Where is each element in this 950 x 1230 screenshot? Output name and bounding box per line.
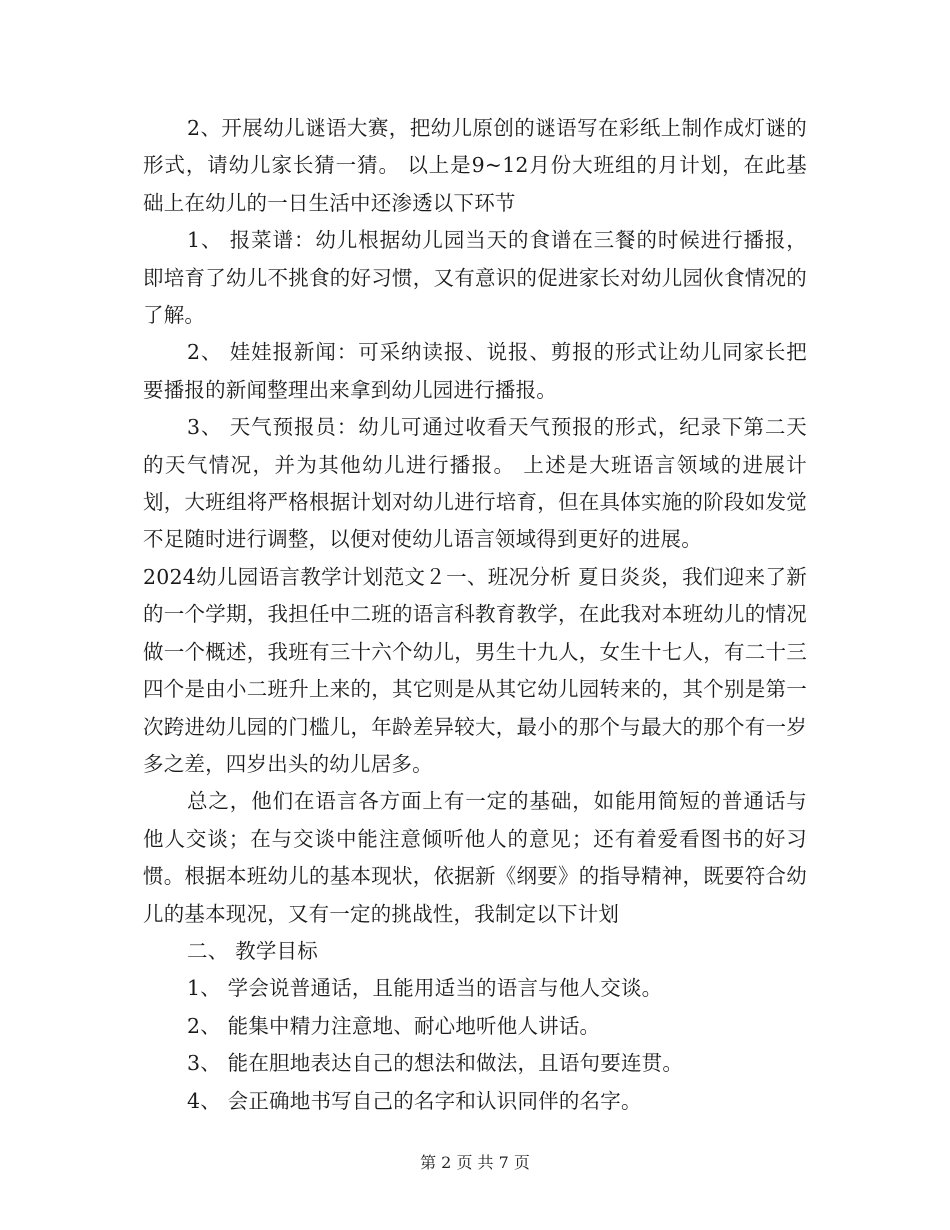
document-body: [143, 110, 807, 1120]
goal-item-4: 4、 会正确地书写自己的名字和认识同伴的名字。: [187, 1088, 642, 1113]
paragraph-weather-report: 3、 天气预报员：幼儿可通过收看天气预报的形式，纪录下第二天的天气情况，并为其他幼儿进行播报。 上述是大班语言领域的进展计划，大班组将严格根据计划对幼儿进行培育，但在具体实施的阶段如发觉不足随时进行调整，以便对使幼儿语言领域得到更好的进展。: [143, 415, 807, 552]
goal-item-3: 3、 能在胆地表达自己的想法和做法，且语句要连贯。: [187, 1051, 684, 1076]
page-number-footer: 第 2 页 共 7 页: [420, 1153, 530, 1172]
paragraph-news-report: 2、 娃娃报新闻：可采纳读报、说报、剪报的形式让幼儿同家长把要播报的新闻整理出来拿到幼儿园进行播报。: [143, 340, 807, 402]
goal-item-1: 1、 学会说普通话，且能用适当的语言与他人交谈。: [187, 976, 663, 1001]
goal-item-2: 2、 能集中精力注意地、耐心地听他人讲话。: [187, 1013, 601, 1038]
heading-teaching-goals: 二、 教学目标: [187, 938, 318, 963]
paragraph-summary: 总之，他们在语言各方面上有一定的基础，如能用简短的普通话与他人交谈；在与交谈中能注意倾听他人的意见；还有着爱看图书的好习惯。根据本班幼儿的基本现状，依据新《纲要》的指导精神，既要符合幼儿的基本现况，又有一定的挑战性，我制定以下计划: [143, 789, 807, 926]
paragraph-menu-report: 1、 报菜谱：幼儿根据幼儿园当天的食谱在三餐的时候进行播报，即培育了幼儿不挑食的好习惯，又有意识的促进家长对幼儿园伙食情况的了解。: [143, 228, 807, 328]
paragraph-class-analysis: 2024幼儿园语言教学计划范文２一、班况分析 夏日炎炎，我们迎来了新的一个学期，我担任中二班的语言科教育教学，在此我对本班幼儿的情况做一个概述，我班有三十六个幼儿，男生十九人，女生十七人，有二十三四个是由小二班升上来的，其它则是从其它幼儿园转来的，其个别是第一次跨进幼儿园的门槛儿，年龄差异较大，最小的那个与最大的那个有一岁多之差，四岁出头的幼儿居多。: [143, 564, 807, 776]
paragraph-riddle-contest: 2、开展幼儿谜语大赛，把幼儿原创的谜语写在彩纸上制作成灯谜的形式，请幼儿家长猜一猜。 以上是9~12月份大班组的月计划，在此基础上在幼儿的一日生活中还渗透以下环节: [143, 116, 807, 215]
